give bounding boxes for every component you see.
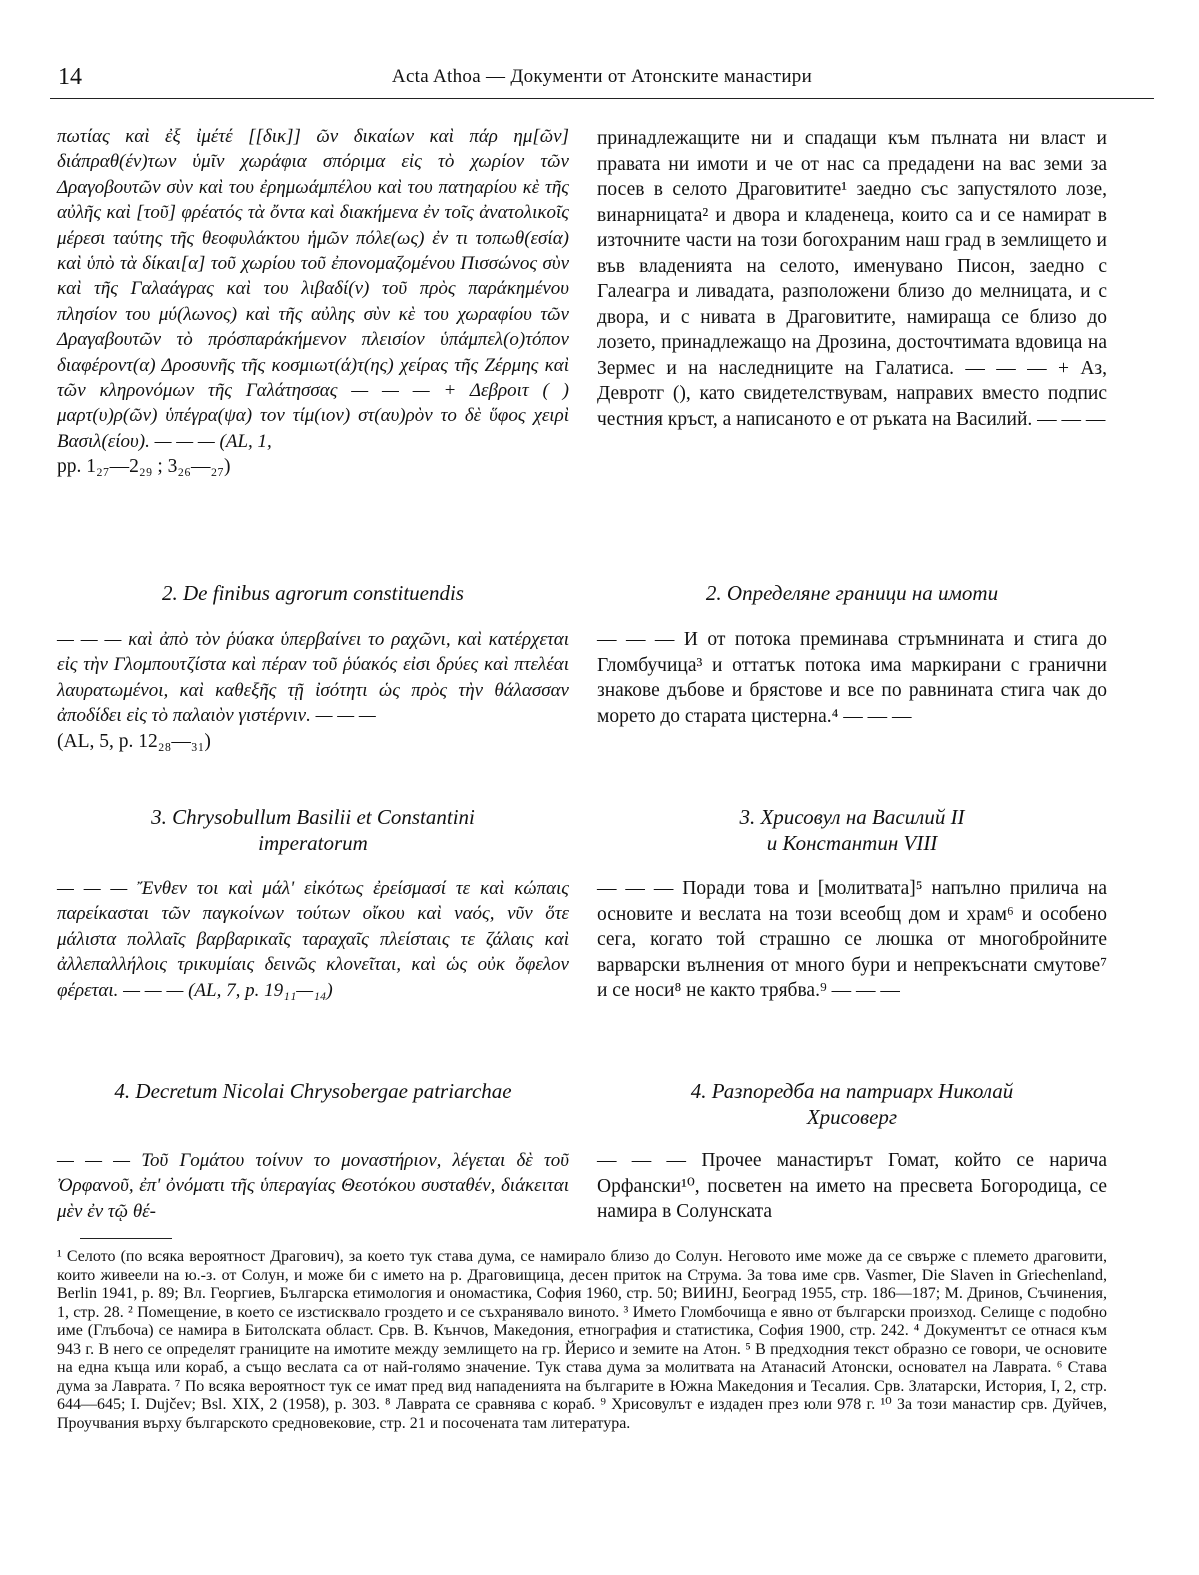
bulgarian-text: принадлежащите ни и спадащи към пълната ни власт и правата ни имоти и че от нас са предадени на вас земи за посев в селото Драговитите¹ заедно със запустялото лозе, винарницата² и двора и кладенеца, които са и се намират в източните части на този богохраним наш град в землището и във владенията на селото, именувано Писон, заедно с Галеагра и ливадата, разположени близо до мелницата, и с двора, и с нивата в Драговитите, намираща се близо до лозето, принадлежащо на Дрозина, досточтимата вдовица на Зермес и на наследниците на Галатиса. — — — + Аз, Девротг (), като свидетелствувам, направих вместо подпис честния кръст, а написаното е от ръката на Василий. — — — [597, 128, 1107, 430]
header-rule [50, 98, 1154, 99]
greek-text: — — — Τοῦ Γομάτου τοίνυν το μοναστήριον, λέγεται δὲ τοῦ Ὀρφανοῦ, ἐπ' ὀνόματι τῆς ὑπεραγίας Θεοτόκου συσταθέν, διάκειται μὲν ἐν τῷ θέ- [57, 1150, 569, 1222]
section-1-bulgarian [597, 126, 1107, 432]
section-4-bulgarian-heading [597, 1078, 1107, 1130]
section-1-greek [57, 124, 569, 480]
greek-text: — — — καὶ ἀπὸ τὸν ῥύακα ὑπερβαίνει το ραχῶνι, καὶ κατέρχεται εἰς τὴν Γλομπουτζίστα καὶ πέραν τοῦ ῥύακός εἰσι δρύες καὶ πτελέαι λαυρατωμένοι, καὶ καθεξῆς τῇ ἰσότητι ὡς πρὸς τὴν θάλασσαν ἀποδίδει εἰς τὸ παλαιὸν γιστέρνιν. — — — [57, 629, 569, 727]
section-3-bulgarian-heading [597, 804, 1107, 856]
section-2-greek [57, 627, 569, 754]
footnote-rule [80, 1238, 172, 1239]
section-3-bulgarian [597, 876, 1107, 1004]
footnotes: ¹ Селото (по всяка вероятност Драгович), за което тук става дума, се намирало близо до Солун. Неговото име може да се свърже с племето драговити, които живеели на ю.-з. от Солун, и може би с името на р. Драговищица, десен приток на Струма. За това име срв. Vasmer, Die Slaven in Griechenland, Berlin 1941, p. 89; Вл. Георгиев, Българска етимология и ономастика, София 1960, стр. 50; ВИИНЈ, Београд 1955, стр. 186—187; М. Дринов, Съчинения, 1, стр. 28. ² Помещение, в което се изстисквало гроздето и се съхранявало виното. ³ Името Гломбочища е явно от български произход. Селище с подобно име (Глъбоча) се намира в Битолската област. Срв. В. Кънчов, Македония, етнография и статистика, София 1900, стр. 242. ⁴ Документът се отнася към 943 г. В него се определят границите на имотите между землището на гр. Йерисо и земите на Атон. ⁵ В предходния текст образно се говори, че основите на една къща или кораб, а също веслата са от най-голямо значение. Тук става дума за молитвата на Атанасий Атонски, основател на Лаврата. ⁶ Става дума за Лаврата. ⁷ По всяка вероятност тук се имат пред вид нападенията на българите в Южна Македония и Тесалия. Срв. Златарски, История, I, 2, стр. 644—645; I. Dujčev; Bsl. XIX, 2 (1958), p. 303. ⁸ Лаврата се сравнява с кораб. ⁹ Хрисовулът е издаден през юли 978 г. ¹⁰ За този манастир срв. Дуйчев, Проучвания върху българското средновековие, стр. 21 и посочената там литература. [57, 1248, 1107, 1432]
section-2-latin-heading [57, 580, 569, 606]
running-title: Acta Athoa — Документи от Атонските манастири [391, 66, 813, 87]
latin-heading: 3. Chrysobullum Basilii et Constantini [151, 805, 475, 829]
greek-citation: pp. 1₂₇—2₂₉ ; 3₂₆—₂₇) [57, 456, 231, 478]
section-3-latin-heading [57, 804, 569, 856]
page-number: 14 [58, 64, 82, 90]
section-3-greek [57, 876, 569, 1003]
bulgarian-text: — — — И от потока преминава стръмнината и стига до Гломбучица³ и оттатък потока има маркирани с гранични знакове дъбове и брястове и все по равнината стига чак до морето до старата цистерна.⁴ — — — [597, 629, 1107, 727]
bulgarian-heading: 3. Хрисовул на Василий II [739, 805, 965, 829]
bulgarian-heading: 2. Определяне граници на имоти [705, 581, 999, 605]
section-4-bulgarian [597, 1148, 1107, 1225]
greek-text: — — — Ἔνθεν τοι καὶ μάλ' εἰκότως ἐρείσμασί τε καὶ κώπαις παρείκασται τῶν παγκοίνων τούτων οἴκου καὶ ναός, νῦν ὅτε μάλιστα πολλαῖς βαρβαρικαῖς ταραχαῖς πλείσταις τε ζάλαις καὶ ἀλλεπαλλήλοις τρικυμίαις δεινῶς κλονεῖται, καὶ ὡς οὐκ ὄφελον φέρεται. — — — (AL, 7, p. 19₁₁—₁₄) [57, 878, 569, 1001]
latin-heading: 2. De finibus agrorum constituendis [162, 581, 464, 605]
greek-citation: (AL, 5, p. 12₂₈—₃₁) [57, 730, 211, 752]
running-header [50, 60, 1154, 100]
bulgarian-text: — — — Поради това и [молитвата]⁵ напълно прилича на основите и веслата на този всеобщ дом и храм⁶ и особено сега, когато той страшно се люшка от многобройните варварски вълнения от много бури и непрекъснати смутове⁷ и се носи⁸ не както трябва.⁹ — — — [597, 878, 1107, 1001]
section-4-latin-heading [57, 1078, 569, 1104]
bulgarian-heading: Хрисоверг [806, 1105, 898, 1129]
latin-heading: 4. Decretum Nicolai Chrysobergae patriarchae [114, 1079, 512, 1103]
section-2-bulgarian [597, 627, 1107, 729]
greek-text: πωτίας καὶ ἐξ ἰμέτέ [[δικ]] ῶν δικαίων καὶ πάρ ημ[ῶν] διάπραθ(έν)των ὑμῖν χωράφια σπόριμα εἰς τὸ χωρίον τῶν Δραγοβουτῶν σὺν καὶ του ἐρημωάμπέλου καὶ του πατηαρίου κὲ τῆς αὐλῆς καὶ [τοῦ] φρέατός τὰ ὄντα καὶ διακήμενα ἐν τοῖς ἀνατολικοῖς μέρεσι ταύτης τῆς θεοφυλάκτου ἡμῶν πόλε(ως) ἐν τι τοπωθ(εσία) καὶ ὑπὸ τὰ δίκαι[α] τοῦ χωρίου τοῦ ἐπονομαζομένου Πισσώνος σὺν καὶ τῆς Γαλαάγρας καὶ του λιβαδί(ν) τοῦ πρὸς παράκημένου πλησίον του μύ(λωνος) καὶ τῆς αὐλης σὺν κὲ του χωραφίου τῶν Δραγαβουτῶν τὸ πρόσπαράκήμενον πλεισίον ὑπάμπελ(ο)τόπον διαφέροντ(α) Δροσυνῆς τῆς κοσμιωτ(ά)τ(ης) χείρας τῆς Ζέρμης καὶ τῶν κληρονόμων τῆς Γαλάτησσας — — — + Δεβροιτ ( ) μαρτ(υ)ρ(ῶν) ὑπέγρα(ψα) τον τίμ(ιον) στ(αυ)ρὸν το δὲ ὕφος χειρὶ Βασιλ(είου). — — — (AL, 1, [57, 126, 569, 452]
bulgarian-heading: 4. Разпоредба на патриарх Николай [690, 1079, 1014, 1103]
section-2-bulgarian-heading [597, 580, 1107, 606]
bulgarian-text: — — — Прочее манастирът Гомат, който се нарича Орфански¹⁰, посветен на името на пресвета Богородица, се намира в Солунската [597, 1150, 1107, 1222]
latin-heading: imperatorum [258, 831, 368, 855]
bulgarian-heading: и Константин VIII [766, 831, 938, 855]
section-4-greek [57, 1148, 569, 1224]
